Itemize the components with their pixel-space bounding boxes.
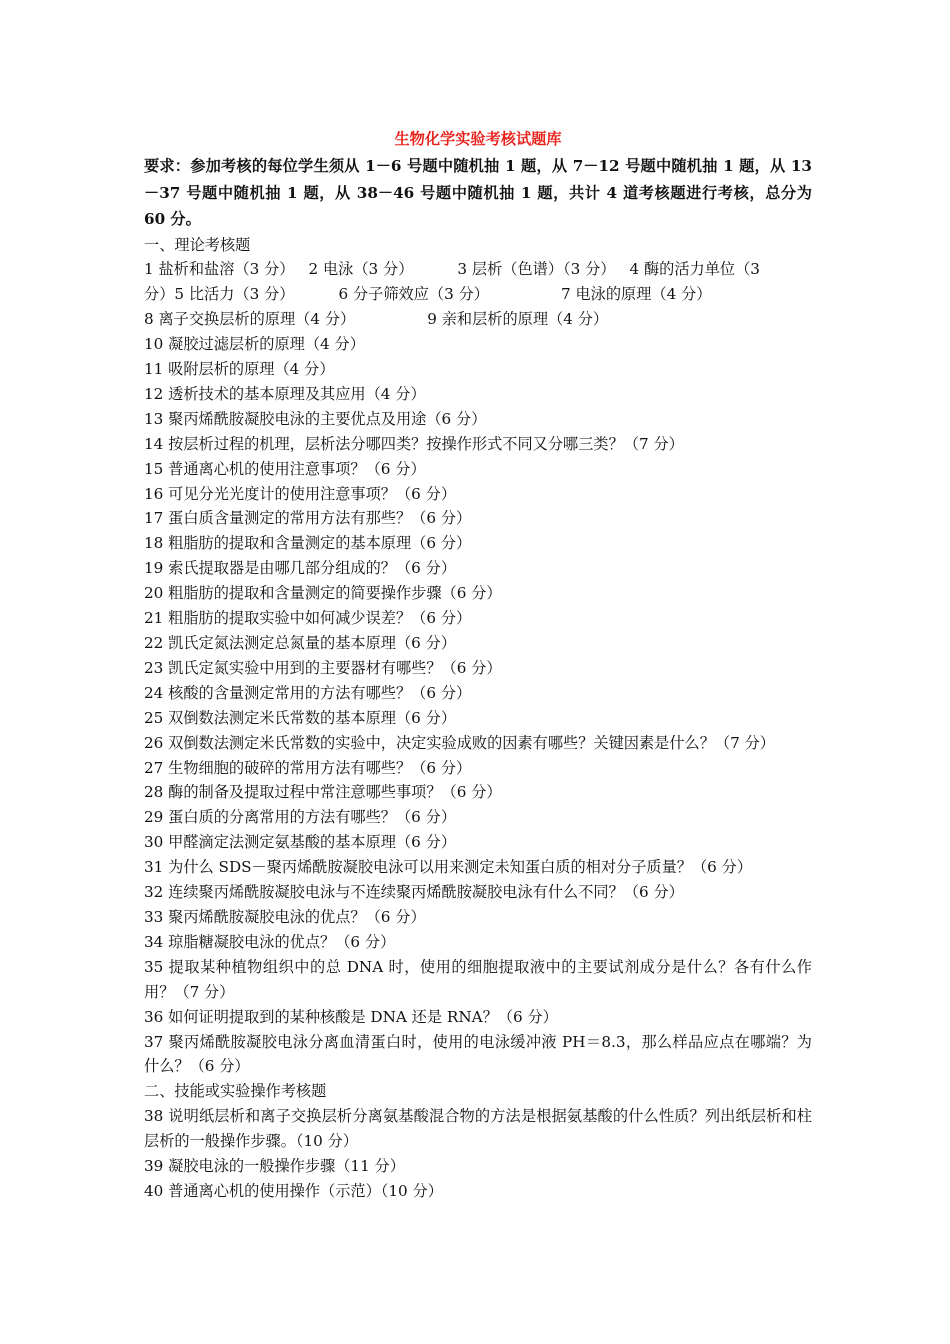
document-title: 生物化学实验考核试题库 xyxy=(394,130,562,148)
question-row-4-7 xyxy=(144,282,812,307)
question-29: 29 蛋白质的分离常用的方法有哪些？（6 分） xyxy=(144,808,457,827)
question-22: 22 凯氏定氮法测定总氮量的基本原理（6 分） xyxy=(144,634,457,652)
question-row-8-9 xyxy=(144,307,812,332)
section-heading-skills: 二、技能或实验操作考核题 xyxy=(144,1082,327,1101)
question-34: 34 琼脂糖凝胶电泳的优点？（6 分） xyxy=(144,932,396,951)
question-36: 36 如何证明提取到的某种核酸是 DNA 还是 RNA？（6 分） xyxy=(144,1007,558,1026)
question-1: 1 盐析和盐溶（3 分） xyxy=(144,260,295,279)
question-12: 12 透析技术的基本原理及其应用（4 分） xyxy=(144,384,426,403)
question-24: 24 核酸的含量测定常用的方法有哪些？（6 分） xyxy=(144,683,472,702)
question-3: 3 层析（色谱）（3 分） xyxy=(457,260,616,279)
question-18: 18 粗脂肪的提取和含量测定的基本原理（6 分） xyxy=(144,534,472,553)
question-39: 39 凝胶电泳的一般操作步骤（11 分） xyxy=(144,1157,405,1176)
question-30: 30 甲醛滴定法测定氨基酸的基本原理（6 分） xyxy=(144,833,457,852)
section-heading-theory: 一、理论考核题 xyxy=(144,235,251,254)
question-19: 19 索氏提取器是由哪几部分组成的？（6 分） xyxy=(144,559,457,578)
question-4: 4 酶的活力单位（3 xyxy=(629,260,760,279)
question-26: 26 双倒数法测定米氏常数的实验中，决定实验成败的因素有哪些？关键因素是什么？（7 分） xyxy=(144,733,775,752)
question-5: 分）5 比活力（3 分） xyxy=(144,285,295,304)
question-31: 31 为什么 SDS－聚丙烯酰胺凝胶电泳可以用来测定未知蛋白质的相对分子质量？（6 分） xyxy=(144,858,753,877)
question-21: 21 粗脂肪的提取实验中如何减少误差？（6 分） xyxy=(144,609,472,628)
question-25: 25 双倒数法测定米氏常数的基本原理（6 分） xyxy=(144,708,457,727)
question-16: 16 可见分光光度计的使用注意事项？（6 分） xyxy=(144,484,457,503)
document-page xyxy=(144,127,812,1204)
question-13: 13 聚丙烯酰胺凝胶电泳的主要优点及用途（6 分） xyxy=(144,409,487,428)
question-33: 33 聚丙烯酰胺凝胶电泳的优点？（6 分） xyxy=(144,907,426,926)
question-40: 40 普通离心机的使用操作（示范）（10 分） xyxy=(144,1181,443,1200)
question-20: 20 粗脂肪的提取和含量测定的简要操作步骤（6 分） xyxy=(144,584,502,603)
question-6: 6 分子筛效应（3 分） xyxy=(338,285,489,304)
exam-requirement: 要求：参加考核的每位学生须从 1－6 号题中随机抽 1 题，从 7－12 号题中随机抽 1 题，从 13－37 号题中随机抽 1 题，从 38－46 号题中随机抽 1 题，共计 4 道考核题进行考核，总分为 60 分。 xyxy=(144,157,812,228)
question-17: 17 蛋白质含量测定的常用方法有那些？（6 分） xyxy=(144,509,472,528)
question-15: 15 普通离心机的使用注意事项？（6 分） xyxy=(144,459,426,478)
question-row-1-4 xyxy=(144,257,812,282)
question-38: 38 说明纸层析和离子交换层析分离氨基酸混合物的方法是根据氨基酸的什么性质？列出纸层析和柱层析的一般操作步骤。（10 分） xyxy=(144,1107,812,1151)
question-14: 14 按层析过程的机理，层析法分哪四类？按操作形式不同又分哪三类？（7 分） xyxy=(144,434,684,453)
question-37: 37 聚丙烯酰胺凝胶电泳分离血清蛋白时，使用的电泳缓冲液 PH＝8.3，那么样品应点在哪端？为什么？（6 分） xyxy=(144,1032,812,1076)
question-11: 11 吸附层析的原理（4 分） xyxy=(144,360,335,379)
question-35: 35 提取某种植物组织中的总 DNA 时，使用的细胞提取液中的主要试剂成分是什么？各有什么作用？（7 分） xyxy=(144,957,812,1001)
question-8: 8 离子交换层析的原理（4 分） xyxy=(144,310,356,329)
question-23: 23 凯氏定氮实验中用到的主要器材有哪些？（6 分） xyxy=(144,658,502,677)
question-9: 9 亲和层析的原理（4 分） xyxy=(427,310,609,329)
question-28: 28 酶的制备及提取过程中常注意哪些事项？（6 分） xyxy=(144,783,502,802)
question-32: 32 连续聚丙烯酰胺凝胶电泳与不连续聚丙烯酰胺凝胶电泳有什么不同？（6 分） xyxy=(144,883,684,902)
question-10: 10 凝胶过滤层析的原理（4 分） xyxy=(144,335,365,354)
question-7: 7 电泳的原理（4 分） xyxy=(560,285,712,304)
question-2: 2 电泳（3 分） xyxy=(308,260,414,279)
question-27: 27 生物细胞的破碎的常用方法有哪些？（6 分） xyxy=(144,758,472,777)
